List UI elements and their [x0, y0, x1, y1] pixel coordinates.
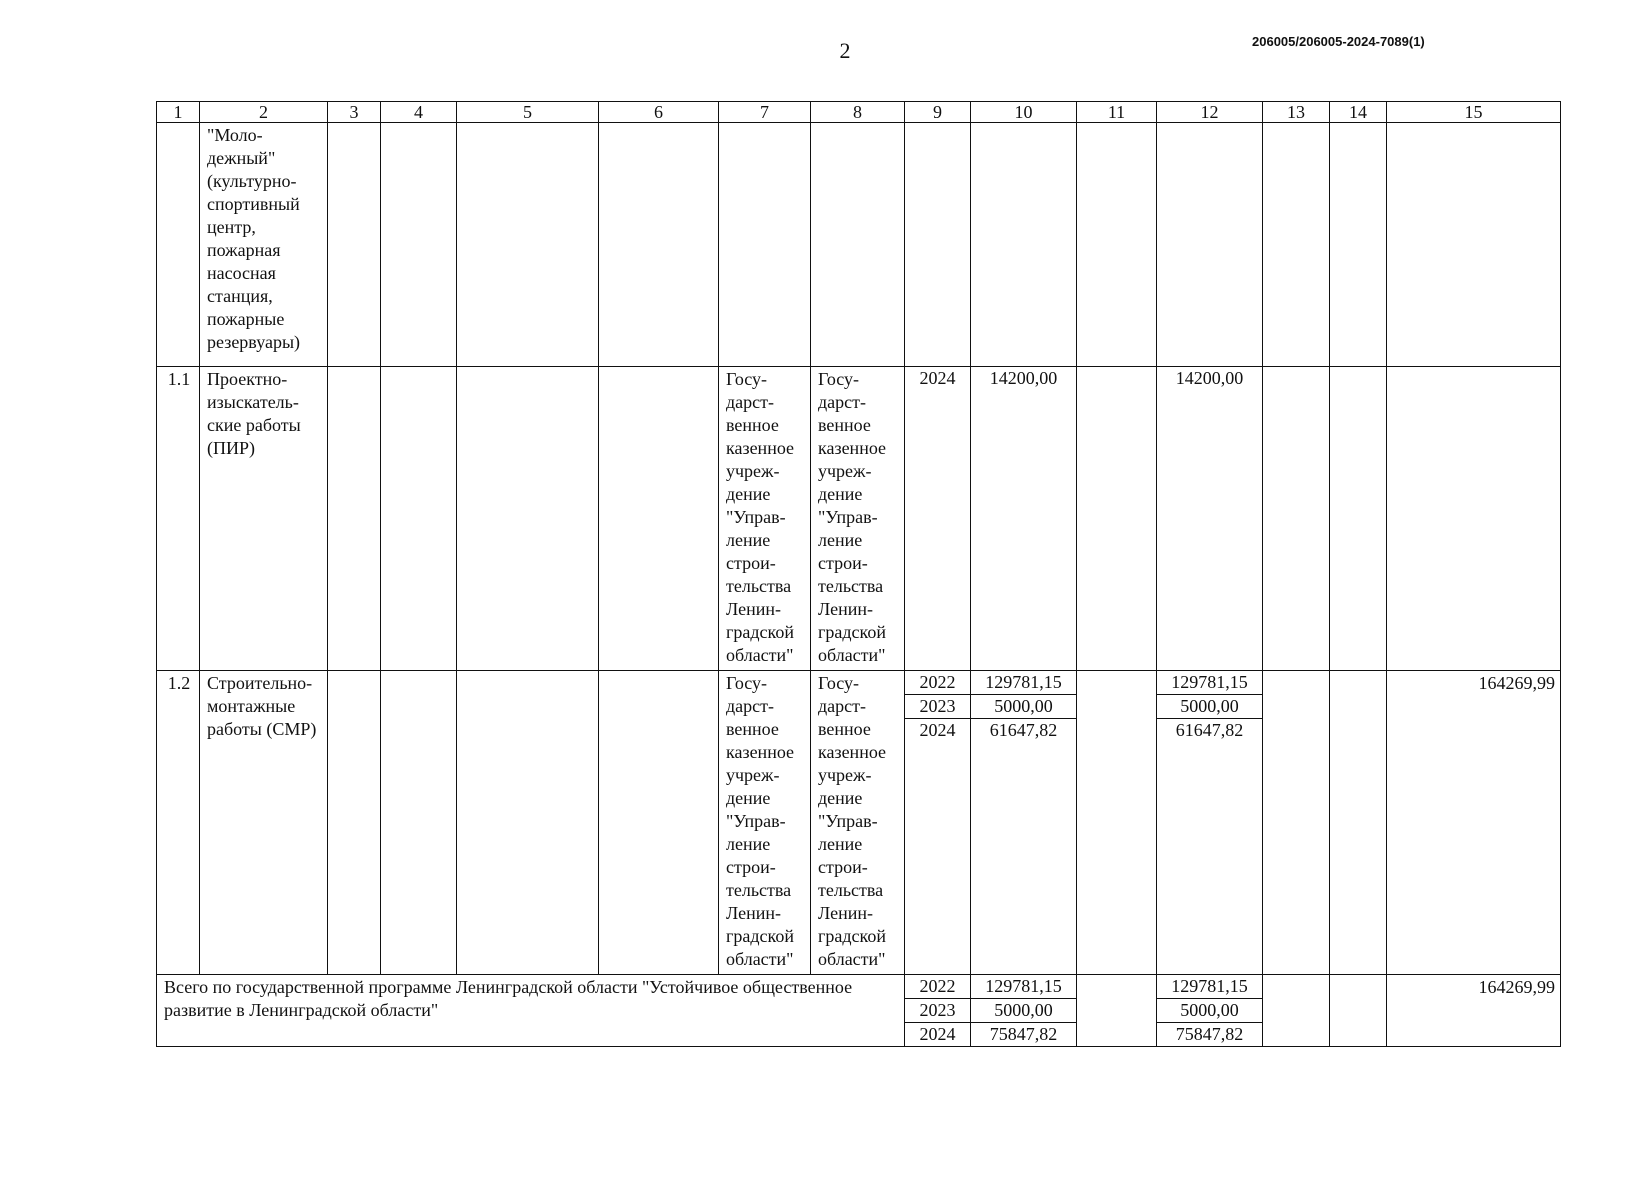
amount-value: 129781,15 — [985, 672, 1062, 692]
amount-value: 75847,82 — [971, 1023, 1076, 1047]
amount-value: 61647,82 — [971, 719, 1076, 743]
header-cell: 10 — [971, 102, 1077, 123]
budget-amount-value: 5000,00 — [1157, 999, 1262, 1023]
year-cell — [905, 671, 971, 975]
customer-cell: Госу-дарст-венное казенное учреж-дение "Управ-ление строи-тельства Ленин-градской области" — [719, 367, 811, 671]
header-cell: 15 — [1387, 102, 1561, 123]
header-cell: 11 — [1077, 102, 1157, 123]
header-cell: 9 — [905, 102, 971, 123]
total-cost-cell: 164269,99 — [1387, 671, 1561, 975]
table-row — [157, 367, 1561, 671]
row-number-cell: 1.2 — [157, 671, 200, 975]
amount-value: 14200,00 — [989, 368, 1058, 388]
object-name-cell: "Моло-дежный" (культурно-спортивный центр, пожарная насосная станция, пожарные резервуары) — [200, 123, 328, 367]
budget-amount-value: 5000,00 — [1157, 695, 1262, 719]
row-number-cell — [157, 123, 200, 367]
work-type-cell: Строительно-монтажные работы (СМР) — [200, 671, 328, 975]
header-cell: 6 — [599, 102, 719, 123]
header-cell: 8 — [811, 102, 905, 123]
header-cell: 2 — [200, 102, 328, 123]
total-cost-cell: 164269,99 — [1387, 975, 1561, 1047]
customer-cell: Госу-дарст-венное казенное учреж-дение "Управ-ление строи-тельства Ленин-градской области" — [719, 671, 811, 975]
row-number-cell: 1.1 — [157, 367, 200, 671]
year-value: 2023 — [905, 999, 970, 1023]
year-cell — [905, 975, 971, 1047]
totals-label: Всего по государственной программе Ленинградской области "Устойчивое общественное развитие в Ленинградской области" — [157, 975, 905, 1047]
header-cell: 1 — [157, 102, 200, 123]
amount-cell — [971, 671, 1077, 975]
amount-value: 5000,00 — [971, 695, 1076, 719]
budget-amount-value: 129781,15 — [1171, 672, 1248, 692]
header-cell: 14 — [1330, 102, 1387, 123]
program-table — [156, 101, 1561, 1047]
document-id: 206005/206005-2024-7089(1) — [1252, 34, 1425, 49]
totals-row — [157, 975, 1561, 1047]
year-value: 2022 — [919, 672, 956, 692]
budget-amount-cell — [1157, 975, 1263, 1047]
amount-value: 5000,00 — [971, 999, 1076, 1023]
budget-amount-cell — [1157, 671, 1263, 975]
header-cell: 12 — [1157, 102, 1263, 123]
table-row — [157, 123, 1561, 367]
amount-value: 129781,15 — [985, 976, 1062, 996]
year-value: 2024 — [919, 368, 956, 388]
header-cell: 3 — [328, 102, 381, 123]
amount-cell — [971, 367, 1077, 671]
year-value: 2024 — [905, 719, 970, 743]
year-value: 2024 — [905, 1023, 970, 1047]
contractor-cell: Госу-дарст-венное казенное учреж-дение "Управ-ление строи-тельства Ленин-градской области" — [811, 367, 905, 671]
header-cell: 7 — [719, 102, 811, 123]
year-cell — [905, 367, 971, 671]
budget-amount-value: 75847,82 — [1157, 1023, 1262, 1047]
year-value: 2023 — [905, 695, 970, 719]
budget-amount-cell — [1157, 367, 1263, 671]
amount-cell — [971, 975, 1077, 1047]
work-type-cell: Проектно-изыскатель-ские работы (ПИР) — [200, 367, 328, 671]
total-cost-cell — [1387, 367, 1561, 671]
budget-amount-value: 61647,82 — [1157, 719, 1262, 743]
contractor-cell: Госу-дарст-венное казенное учреж-дение "Управ-ление строи-тельства Ленин-градской области" — [811, 671, 905, 975]
year-value: 2022 — [919, 976, 956, 996]
table-row — [157, 671, 1561, 975]
page-number: 2 — [839, 38, 851, 63]
header-cell: 4 — [381, 102, 457, 123]
column-number-header — [157, 102, 1561, 123]
header-cell: 5 — [457, 102, 599, 123]
budget-amount-value: 14200,00 — [1175, 368, 1244, 388]
budget-amount-value: 129781,15 — [1171, 976, 1248, 996]
header-cell: 13 — [1263, 102, 1330, 123]
